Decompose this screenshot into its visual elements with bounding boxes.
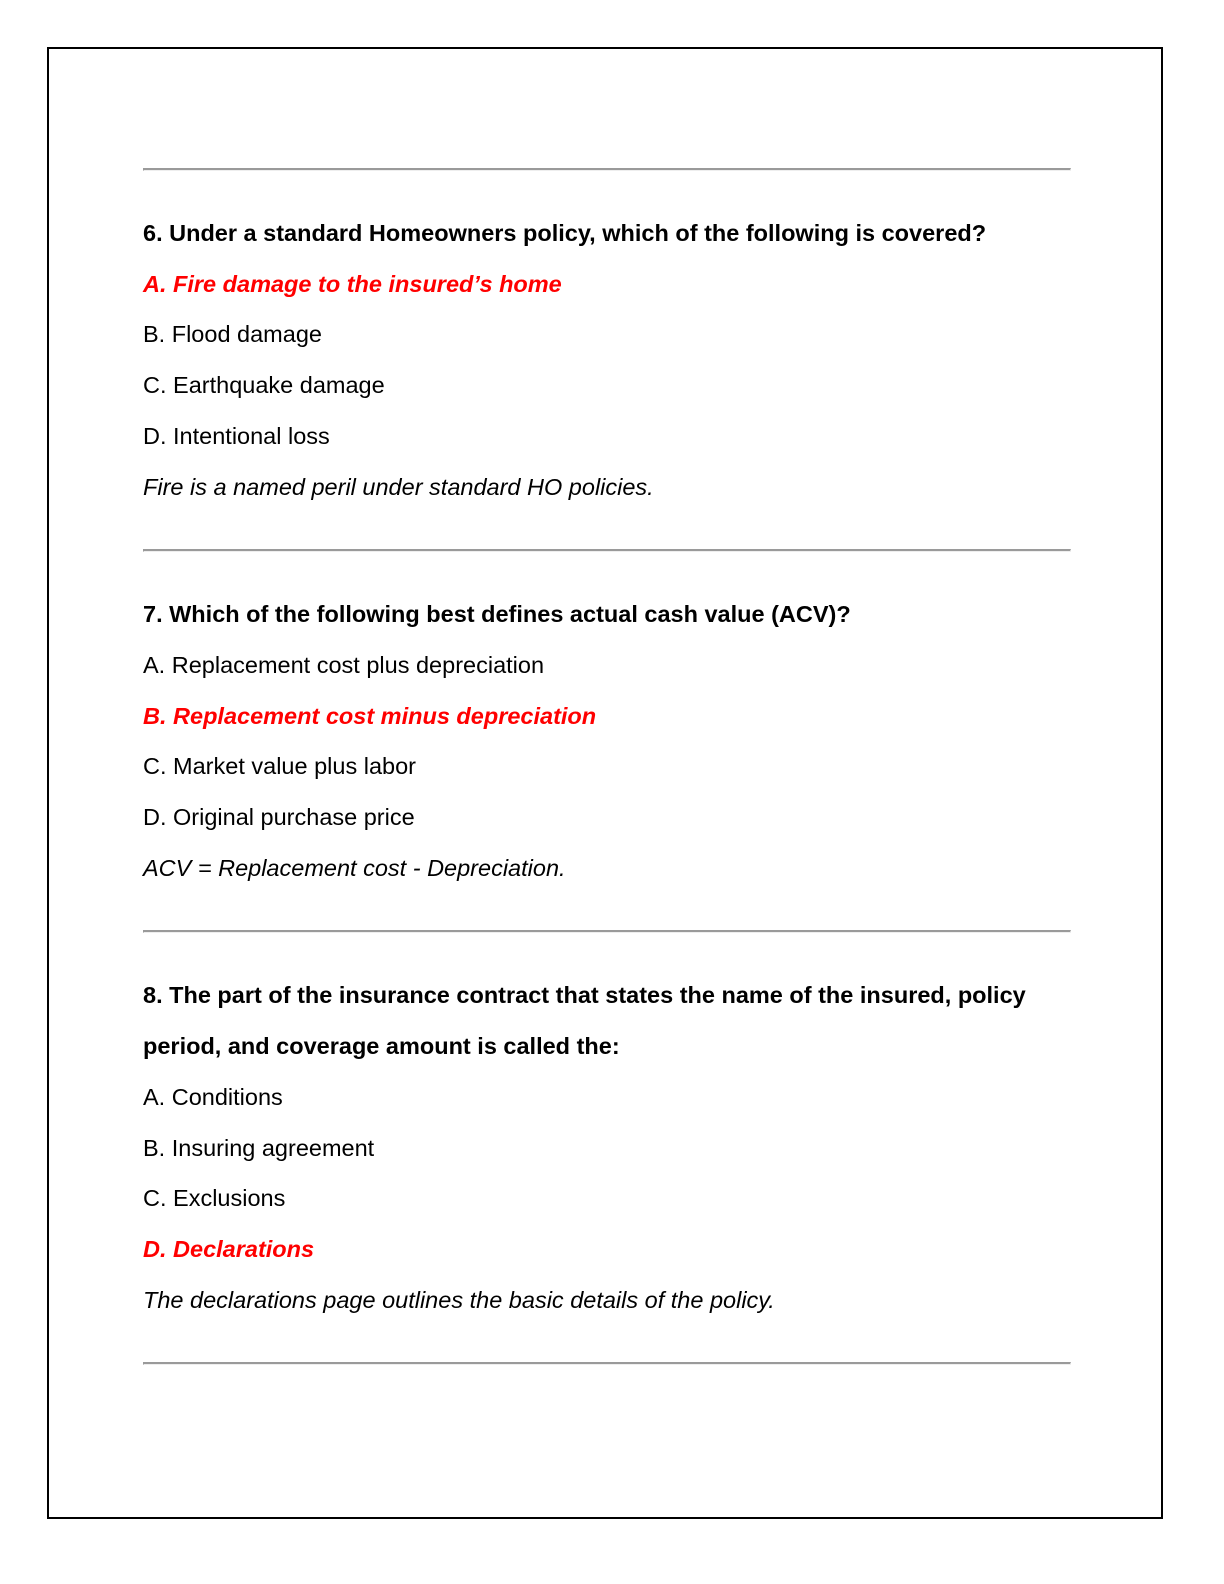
option-d: D. Intentional loss <box>143 422 330 449</box>
option-b: B. Insuring agreement <box>143 1134 375 1161</box>
option-c: C. Market value plus labor <box>143 753 416 780</box>
question-6 <box>143 171 1071 549</box>
explanation: The declarations page outlines the basic details of the policy. <box>143 1286 775 1313</box>
option-d: D. Original purchase price <box>143 804 415 831</box>
question-text: 8. The part of the insurance contract that states the name of the insured, policy period, and coverage amount is called the: <box>143 982 1026 1060</box>
explanation: Fire is a named peril under standard HO policies. <box>143 473 654 500</box>
divider <box>143 1362 1071 1365</box>
question-text: 6. Under a standard Homeowners policy, which of the following is covered? <box>143 220 987 246</box>
question-text: 7. Which of the following best defines actual cash value (ACV)? <box>143 601 851 628</box>
option-a: A. Conditions <box>143 1083 283 1110</box>
option-d-correct: D. Declarations <box>143 1235 315 1262</box>
option-c: C. Earthquake damage <box>143 372 385 399</box>
option-b: B. Flood damage <box>143 321 322 348</box>
option-c: C. Exclusions <box>143 1185 286 1212</box>
option-a: A. Replacement cost plus depreciation <box>143 651 545 678</box>
option-b-correct: B. Replacement cost minus depreciation <box>143 702 597 729</box>
question-7 <box>143 552 1071 930</box>
quiz-content <box>143 168 1071 1365</box>
question-8 <box>143 933 1071 1362</box>
option-a-correct: A. Fire damage to the insured’s home <box>143 270 562 297</box>
explanation: ACV = Replacement cost - Depreciation. <box>143 854 566 881</box>
